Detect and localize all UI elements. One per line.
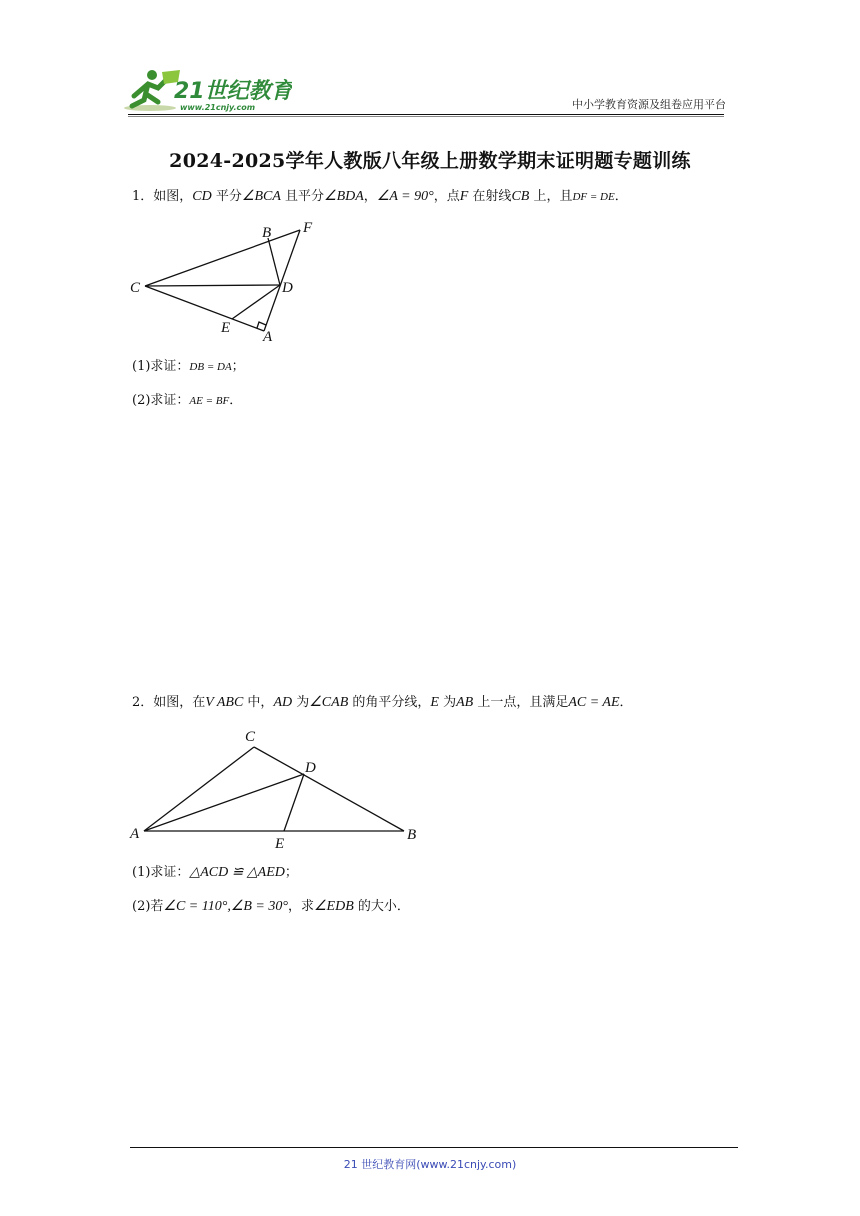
q2-math: V ABC [205,695,244,710]
q1-part2-label: (2)求证： [132,393,190,408]
header-divider [128,114,724,115]
q2-part1-label: (1)求证： [132,865,190,880]
q2-figure [124,722,424,858]
q2-math: AC = AE [568,695,620,710]
q1-part1-math: DB = DA [189,361,232,373]
q1-right-angle-mark [257,322,266,328]
q2-part2-math: ∠C = 110°,∠B = 30° [163,899,288,914]
logo-url: www.21cnjy.com [180,103,256,112]
q2-part2-end: 的大小． [353,899,410,914]
q1-label-f: F [303,220,313,236]
header-divider-thin [128,116,724,117]
q1-label-b: B [262,225,272,241]
q2-part1 [132,864,298,882]
q1-text: 如图， [153,189,193,204]
q1-math: ∠BDA [324,189,364,204]
q2-text: 为 [438,695,457,710]
q2-segment-ad [144,774,304,831]
q2-number: 2． [132,695,154,710]
page-title: 2024-2025学年人教版八年级上册数学期末证明题专题训练 [169,150,691,172]
q1-math: F [459,189,469,204]
q1-segment-bd [268,238,280,285]
q1-text: 在射线 [468,189,512,204]
q2-segment-de [284,774,304,831]
q2-text: ． [619,695,633,710]
q1-segment-de [232,285,280,319]
q2-text: 如图，在 [153,695,206,710]
q1-label-c: C [130,280,141,296]
footer-divider [130,1147,738,1148]
q1-text: 上，且 [529,189,573,204]
q1-number: 1． [132,189,154,204]
q1-statement [132,188,628,206]
q1-part2 [132,392,242,410]
q1-math: CB [511,189,530,204]
q2-statement [132,694,633,712]
q1-text: 平分 [211,189,242,204]
q2-segment-cb [254,747,404,831]
q1-part1 [132,358,245,376]
q2-math: E [430,695,439,710]
site-logo [122,66,292,116]
q1-part1-end: ； [231,359,245,374]
q1-label-e: E [221,320,231,336]
q1-math: ∠BCA [241,189,281,204]
logo-text: 21世纪教育 [174,79,292,104]
q1-figure [124,214,324,344]
q2-text: 中， [243,695,274,710]
footer-text: 21 世纪教育网(www.21cnjy.com) [343,1158,517,1171]
q1-part2-end: ． [229,393,243,408]
q2-math: ∠CAB [309,695,349,710]
q1-label-d: D [282,280,293,296]
platform-text: 中小学教育资源及组卷应用平台 [572,98,726,111]
q2-label-d: D [305,760,316,776]
q1-text: ． [614,189,628,204]
q2-part2-text: ，求 [287,899,314,914]
q2-label-a: A [130,826,140,842]
q1-text: ，点 [433,189,460,204]
q1-math: ∠A = 90° [376,189,434,204]
q2-segment-ac [144,747,254,831]
q2-part2-label: (2)若 [132,899,164,914]
q1-segment-cd [145,285,280,286]
q1-part1-label: (1)求证： [132,359,190,374]
logo-graphic [122,66,292,116]
q2-label-e: E [275,836,285,852]
q1-label-a: A [263,329,273,344]
q1-segment-cf [145,230,300,286]
q2-part1-end: ； [284,865,298,880]
q2-text: 上一点，且满足 [473,695,569,710]
q2-text: 的角平分线， [348,695,431,710]
q2-math: AD [273,695,293,710]
q2-text: 为 [292,695,310,710]
q1-part2-math: AE = BF [189,395,230,407]
q2-label-b: B [407,827,417,843]
q1-math: CD [192,189,212,204]
q2-label-c: C [245,729,256,745]
q1-text: 且平分 [280,189,325,204]
q2-math: AB [456,695,474,710]
q1-text: ， [363,189,377,204]
q2-part2-angle: ∠EDB [313,899,354,914]
q2-part1-math: △ACD ≌ △AED [189,865,285,880]
q2-part2 [132,898,410,916]
q1-math: DF = DE [572,191,615,203]
